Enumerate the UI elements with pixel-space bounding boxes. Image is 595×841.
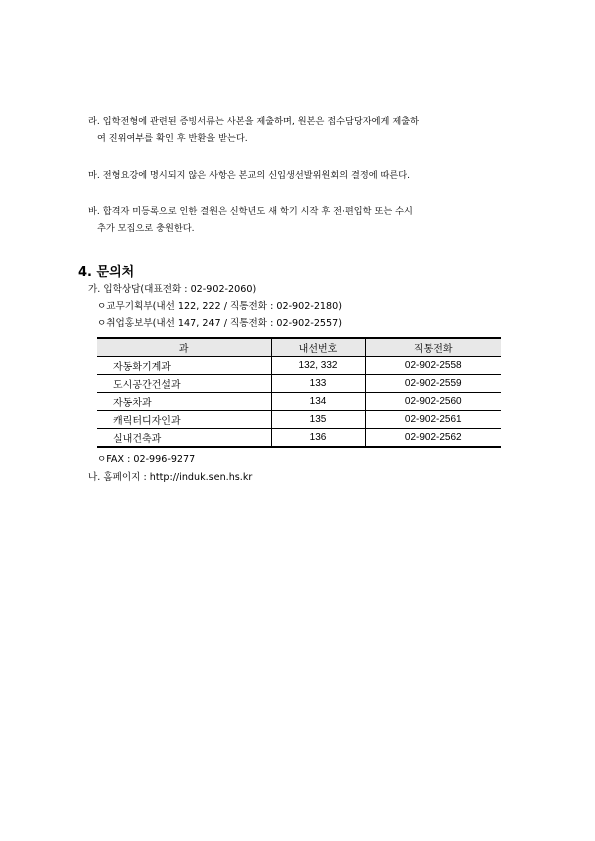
- dept-cell: 자동화기계과: [97, 357, 271, 375]
- ext-cell: 132, 332: [271, 357, 365, 375]
- ext-cell: 133: [271, 375, 365, 393]
- table-row: [97, 375, 501, 393]
- notice-ra-line2: 여 진위여부를 확인 후 반환을 받는다.: [97, 133, 248, 144]
- table-row: [97, 357, 501, 375]
- tel-cell: 02-902-2560: [365, 393, 501, 411]
- header-dept: 과: [97, 338, 271, 357]
- table-row: [97, 411, 501, 429]
- tel-cell: 02-902-2562: [365, 429, 501, 448]
- contact-academic-affairs: ㅇ교무기획부(내선 122, 222 / 직통전화 : 02-902-2180): [97, 301, 342, 312]
- notice-ba: [88, 203, 528, 237]
- dept-cell: 캐릭터디자인과: [97, 411, 271, 429]
- dept-cell: 실내건축과: [97, 429, 271, 448]
- tel-cell: 02-902-2558: [365, 357, 501, 375]
- fax-contact: ㅇFAX : 02-996-9277: [97, 454, 196, 465]
- notice-ba-line1: 바. 합격자 미등록으로 인한 결원은 신학년도 새 학기 시작 후 전·편입학 또는 수시: [88, 206, 413, 217]
- header-tel: 직통전화: [365, 338, 501, 357]
- ext-cell: 134: [271, 393, 365, 411]
- table-row: [97, 429, 501, 448]
- main-contact: 가. 입학상담(대표전화 : 02-902-2060): [88, 284, 257, 295]
- table-row: [97, 393, 501, 411]
- table-header-row: [97, 338, 501, 357]
- homepage-contact: 나. 홈페이지 : http://induk.sen.hs.kr: [88, 472, 253, 483]
- section-title: 4. 문의처: [78, 265, 135, 280]
- tel-cell: 02-902-2559: [365, 375, 501, 393]
- notice-ma-line1: 마. 전형요강에 명시되지 않은 사항은 본교의 신입생선발위원회의 결정에 따른다.: [88, 170, 411, 181]
- dept-cell: 도시공간건설과: [97, 375, 271, 393]
- contact-employment-promotion: ㅇ취업홍보부(내선 147, 247 / 직통전화 : 02-902-2557): [97, 318, 342, 329]
- ext-cell: 135: [271, 411, 365, 429]
- notice-ra: [88, 113, 528, 147]
- ext-cell: 136: [271, 429, 365, 448]
- dept-cell: 자동차과: [97, 393, 271, 411]
- notice-ra-line1: 라. 입학전형에 관련된 증빙서류는 사본을 제출하며, 원본은 접수담당자에게 제출하: [88, 116, 419, 127]
- tel-cell: 02-902-2561: [365, 411, 501, 429]
- notice-ba-line2: 추가 모집으로 충원한다.: [97, 223, 195, 234]
- department-phone-table: [97, 337, 501, 448]
- header-ext: 내선번호: [271, 338, 365, 357]
- notice-ma: [88, 167, 528, 184]
